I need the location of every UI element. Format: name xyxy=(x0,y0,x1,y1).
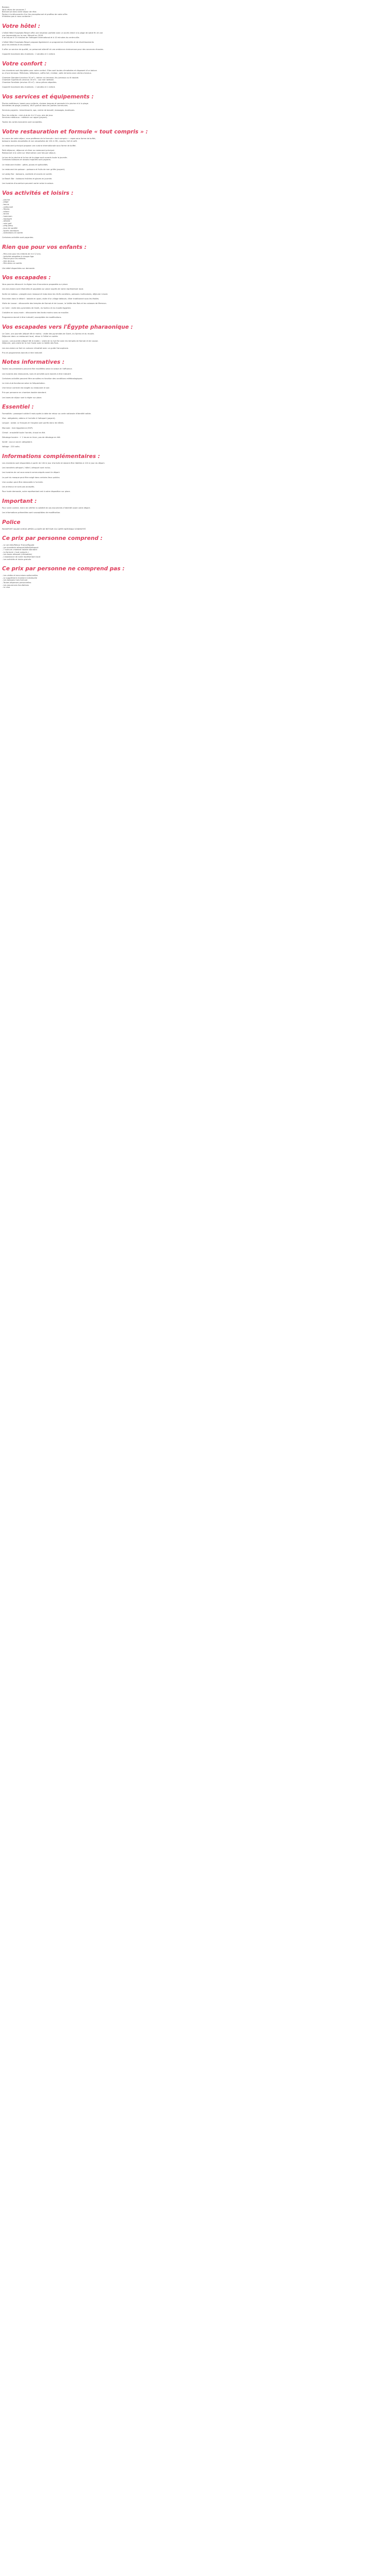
section-title: Rien que pour vos enfants : xyxy=(2,244,87,250)
text-line: - Les transferts aéroport/hôtel/aéroport xyxy=(2,546,39,549)
text-line: Toutes nos prestations peuvent être modifiées selon la saison et l'affluence. xyxy=(2,368,73,370)
section xyxy=(2,275,385,319)
text-line: Santé : aucun vaccin obligatoire. xyxy=(2,441,33,444)
section-title: Important : xyxy=(2,498,37,504)
text-line: Langue : arabe. Le français et l'anglais sont parlés dans les hôtels. xyxy=(2,422,64,425)
text-line: Certaines activités peuvent être annulées en fonction des conditions météorologiques. xyxy=(2,377,83,380)
section-title: Police xyxy=(2,519,21,526)
section xyxy=(2,190,385,239)
text-line: Prix par personne en chambre double standard. xyxy=(2,392,46,394)
text-line: Visa : obligatoire, obtenu à l'arrivée à l'aéroport (payant). xyxy=(2,417,56,420)
section-title: Vos escapades vers l'Égypte pharaonique : xyxy=(2,324,133,331)
text-line: - tennis xyxy=(2,204,9,206)
text-line: Les horaires des restaurants, bars et activités sont donnés à titre indicatif. xyxy=(2,372,71,375)
text-line: boissons locales alcoolisées et non alcoolisées de 10h à 23h, snacks, thé et café. xyxy=(2,140,78,142)
text-line: Le Beach Bar : boissons fraîches et glaces en journée. xyxy=(2,178,53,180)
text-line: - Aire de jeux. xyxy=(2,260,15,262)
section-title: Votre restauration et formule « tout compris » : xyxy=(2,129,148,135)
text-line: Certaines boissons et alcools importés sont payants. xyxy=(2,159,51,161)
text-line: - Mini-club pour les enfants de 4 à 12 ans. xyxy=(2,252,41,255)
sections-container xyxy=(2,23,385,589)
section-title: Vos escapades : xyxy=(2,275,51,281)
text-line: Chambre Supérieure (environ 35 m²) : vue mer latérale. xyxy=(2,79,54,81)
text-line: Partez à la découverte d'un lieu exceptionnel et profitez de notre offre. xyxy=(2,13,68,15)
text-line: - Les assurances facultatives xyxy=(2,584,29,586)
section-title: Notes informatives : xyxy=(2,359,64,366)
text-line: Il offre un service de qualité, un personnel attentif et une ambiance chaleureuse pour des vacances réussies. xyxy=(2,48,104,51)
text-line: - aquagym xyxy=(2,217,12,220)
text-line: Les excursions se font en autocar climatisé avec un guide francophone. xyxy=(2,347,69,349)
text-line: Le port du masque peut être exigé dans certains lieux publics. xyxy=(2,476,60,479)
text-line: - jeux de société xyxy=(2,227,18,229)
text-line: Chambre Familiale (environ 45 m²) : deux pièces séparées. xyxy=(2,81,57,83)
text-line: Visite de Louxor : découverte des temples de Karnak et de Louxor, la Vallée des Rois et les colosses de Memnon. xyxy=(2,302,107,304)
text-line: Les chambres sont équipées pour votre confort. Elles sont toutes climatisées et disposent d'un balcon xyxy=(2,69,97,72)
text-line: - volley-ball xyxy=(2,206,13,208)
text-line: - hammam xyxy=(2,215,12,218)
text-line: Le Caire : visite des pyramides de Gizeh, du Sphinx et du musée égyptien. xyxy=(2,307,72,310)
text-line: - Les activités et loisirs gratuits xyxy=(2,558,31,561)
text-line: Le Lobby Bar : boissons, cocktails et snacks en soirée. xyxy=(2,173,53,175)
text-line: Croisière en sous-marin : découverte des fonds marins sans se mouiller. xyxy=(2,312,69,314)
text-line: - Le supplément chambre individuelle xyxy=(2,577,37,579)
text-line: Les horaires de vol vous seront communiqués avant le départ. xyxy=(2,471,60,474)
text-line: - 7 nuits en chambre double standard xyxy=(2,549,37,551)
text-line: Services médicaux : médecin sur appel (payant). xyxy=(2,116,48,119)
text-line: Le bar de la piscine et le bar de la plage sont ouverts toute la journée. xyxy=(2,156,68,159)
text-line: Chambre Standard (environ 30 m²) : balcon ou terrasse, lits jumeaux ou lit double. xyxy=(2,76,79,79)
section-title: Essentiel : xyxy=(2,404,34,411)
text-line: Climat : ensoleillé toute l'année, chaud en été. xyxy=(2,431,46,434)
text-line: Vous rêvez de vacances ? xyxy=(2,8,26,11)
text-line: - Les boissons hors formule xyxy=(2,579,28,582)
section-title: Votre hôtel : xyxy=(2,23,40,29)
text-line: Petit déjeuner, déjeuner et dîner au restaurant principal. xyxy=(2,149,55,151)
text-line: - sauna xyxy=(2,213,9,215)
text-line: Bonjour, xyxy=(2,6,10,8)
text-line: Décalage horaire : + 1 heure en hiver, pas de décalage en été. xyxy=(2,436,61,439)
intro-text xyxy=(2,6,385,18)
section xyxy=(2,519,385,531)
text-line: - animations en soirée xyxy=(2,232,23,234)
section xyxy=(2,453,385,493)
text-line: L'hôtel Hôtel Hurghada Resort offre une situation parfaite avec un accès direct à la plage de sable fin et une xyxy=(2,31,103,34)
text-line: Vous pourrez découvrir la région lors d'excursions proposées sur place. xyxy=(2,283,69,286)
text-line: Déjeuner dans un restaurant local, retour à l'hôtel en soirée. xyxy=(2,335,58,337)
text-line: Au cours de votre séjour, vous profiterez de la formule « tout compris » : repas sous forme de buffet, xyxy=(2,138,96,140)
text-line: - Les visites et excursions optionnelles xyxy=(2,574,38,577)
section xyxy=(2,359,385,399)
text-line: Serviettes de plage (caution). Wi-Fi gratuit dans les parties communes. xyxy=(2,105,68,107)
text-line: Déjeuner, puis visite de la rive Ouest avec la Vallée des Rois. xyxy=(2,342,59,345)
text-line: Le restaurant principal propose une cuisine internationale sous forme de buffet. xyxy=(2,144,76,147)
text-line: Louxor, une journée (départ tôt le matin) : visite de la rive Est avec les temples de Karnak et de Louxor. xyxy=(2,340,99,342)
section-title: Vos services et équipements : xyxy=(2,93,94,100)
section xyxy=(2,94,385,124)
text-line: Le mini-club fonctionne selon la fréquentation. xyxy=(2,382,45,384)
text-line: Le Caire, une journée (départ tôt le matin) : visite des pyramides de Gizeh, du Sphinx et du musée. xyxy=(2,333,94,335)
text-line: - L'assistance de notre représentant local xyxy=(2,556,41,558)
text-line: Pour toute demande, notre représentant est à votre disposition sur place. xyxy=(2,490,71,493)
text-line: Certaines activités sont payantes. xyxy=(2,236,34,239)
text-line: Restaurant à la carte sur réservation (une fois par séjour). xyxy=(2,151,56,154)
section xyxy=(2,244,385,269)
section-title: Votre confort : xyxy=(2,60,47,67)
text-line: - mini-golf xyxy=(2,222,12,225)
text-line: - piscine xyxy=(2,198,10,201)
text-line: Toutes les cartes bancaires sont acceptées. xyxy=(2,121,43,124)
text-line: Monnaie : livre égyptienne (EGP). xyxy=(2,427,34,429)
text-line: Piscine extérieure, bassin pour enfants, chaises longues et parasols à la piscine et à la plage. xyxy=(2,102,89,105)
section-title: Ce prix par personne comprend : xyxy=(2,535,103,542)
section-title: Informations complémentaires : xyxy=(2,453,100,460)
text-line: Les taxes de séjour sont à régler sur place. xyxy=(2,396,42,399)
text-line: Sortie en bateau : plongée avec masque et tuba dans les récifs coralliens, poissons multicolores, déjeuner à bord. xyxy=(2,293,108,295)
section xyxy=(2,23,385,56)
section xyxy=(2,498,385,514)
text-line: Programme donné à titre indicatif, susceptible de modifications. xyxy=(2,316,62,319)
text-line: Pour les enfants : mini-club de 4 à 12 ans, aire de jeux. xyxy=(2,114,54,116)
text-line: Formalités : passeport valide 6 mois après la date de retour ou carte nationale d'identité valide. xyxy=(2,413,91,415)
text-line: PASSEPORT VALIDE 6 MOIS APRÈS LA DATE DE RETOUR OU CARTE NATIONALE D'IDENTITÉ xyxy=(2,528,86,530)
section xyxy=(2,61,385,89)
text-line: Lits bébé disponibles sur demande. xyxy=(2,267,35,269)
section-title: Vos activités et loisirs : xyxy=(2,190,74,196)
text-line: Les excursions sont réservées et payables sur place auprès de notre représentant local. xyxy=(2,288,84,291)
text-line: - Toutes dépenses personnelles xyxy=(2,582,31,584)
section xyxy=(2,324,385,354)
text-line: Les horaires d'ouverture peuvent varier selon la saison. xyxy=(2,182,54,185)
text-line: Les informations présentées sont susceptibles de modification. xyxy=(2,511,61,514)
text-line: Prix et programmes donnés à titre indicatif. xyxy=(2,351,43,354)
text-line: - Les taxes aéroport (révisables) xyxy=(2,553,32,556)
text-line: - ping-pong xyxy=(2,225,13,227)
text-line: - La formule « tout compris » xyxy=(2,551,29,553)
text-line: Une caution peut être demandée à l'arrivée. xyxy=(2,481,43,483)
text-line: - plage xyxy=(2,201,9,204)
section xyxy=(2,566,385,589)
text-line: - Le vol Aller/Retour France/Égypte xyxy=(2,544,35,547)
text-line: Bienvenue dans notre séjour de rêve. xyxy=(2,11,37,13)
text-line: Les transferts aéroport / hôtel / aéroport sont inclus. xyxy=(2,467,51,469)
text-line: Excursion dans le désert : balade en quad, visite d'un village bédouin, dîner traditionnel sous les étoiles. xyxy=(2,297,100,300)
page xyxy=(0,0,387,602)
text-line: N'hésitez pas à nous contacter ! xyxy=(2,15,32,18)
text-line: - aérobic xyxy=(2,220,10,223)
text-line: Le restaurant italien : pâtes, pizzas et spécialités. xyxy=(2,163,48,166)
section xyxy=(2,129,385,185)
text-line: - Le visa xyxy=(2,586,10,589)
text-line: Voltage : 220 volts. xyxy=(2,446,20,448)
text-line: - sports nautiques xyxy=(2,229,19,232)
text-line: Les animaux ne sont pas acceptés. xyxy=(2,485,35,488)
text-line: Le restaurant de poisson : poissons et fruits de mer grillés (payant). xyxy=(2,168,66,171)
text-line: - Activités adaptées à chaque âge. xyxy=(2,255,35,258)
text-line: - Mini-disco en soirée. xyxy=(2,262,23,265)
text-line: Il se trouve à 15 minutes de l'aéroport international et à 10 minutes du centre-ville. xyxy=(2,37,80,39)
text-line: L'hôtel Hôtel Hurghada Resort propose également un programme d'activités et de divertissements xyxy=(2,41,94,44)
text-line: - Piscine pour les enfants. xyxy=(2,258,26,260)
text-line: Pour votre confort, merci de vérifier la validité de vos documents d'identité avant votre départ. xyxy=(2,506,91,509)
text-line: Capacité maximale des chambres : 2 adultes et 1 enfant. xyxy=(2,86,56,89)
text-line: - fitness xyxy=(2,208,10,211)
text-line: Capacité maximale des chambres : 2 adultes et 1 enfant. xyxy=(2,53,56,56)
text-line: - billard xyxy=(2,210,9,213)
text-line: Services payants : blanchisserie, spa, centre de beauté, massages, boutiques. xyxy=(2,109,75,112)
text-line: Les chambres sont disponibles à partir de 14h le jour d'arrivée et doivent être libérées à 12h le jour du départ. xyxy=(2,462,105,464)
text-line: pour les enfants et les adultes. xyxy=(2,43,31,46)
text-line: Une tenue correcte est exigée au restaurant le soir. xyxy=(2,387,50,389)
section xyxy=(2,404,385,448)
text-line: ou d'une terrasse. Télévision, téléphone, coffre-fort, minibar, salle de bains avec sèche-cheveux. xyxy=(2,72,92,74)
section xyxy=(2,535,385,561)
text-line: vue imprenable sur la mer. Rénové en 2018. xyxy=(2,34,43,37)
section-title: Ce prix par personne ne comprend pas : xyxy=(2,566,125,572)
